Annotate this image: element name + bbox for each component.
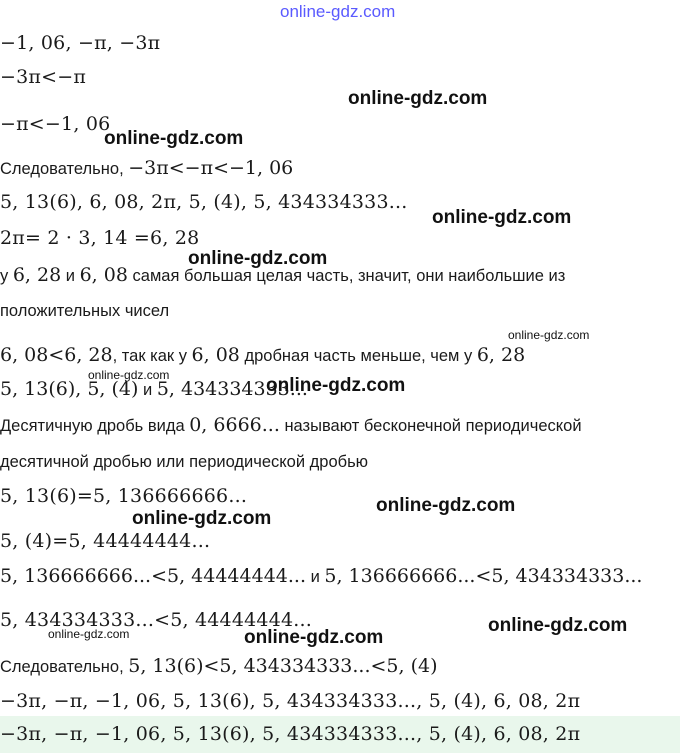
conclusion-math: −3π<−π<−1, 06 — [128, 157, 294, 179]
math-fragment: 6, 08<6, 28 — [0, 344, 113, 366]
ordered-list: −3π, −π, −1, 06, 5, 13(6), 5, 434334333..., 5, (4), 6, 08, 2π — [0, 690, 581, 712]
math-fragment: 6, 28 — [12, 264, 62, 286]
watermark: online-gdz.com — [376, 495, 516, 516]
comparison-1: −3π<−π — [0, 66, 87, 88]
explanation-line-2: положительных чисел — [0, 302, 170, 320]
math-fragment: 5, 13(6), 5, (4) — [0, 378, 139, 400]
conclusion-negatives — [0, 157, 293, 179]
expansion-1: 5, 13(6)=5, 136666666... — [0, 485, 248, 507]
watermark-top: online-gdz.com — [280, 2, 396, 21]
math-fragment: 5, 136666666...<5, 44444444... — [0, 565, 306, 587]
watermark: online-gdz.com — [266, 375, 406, 396]
math-fragment: 6, 08 — [191, 344, 240, 366]
watermark: online-gdz.com — [132, 508, 272, 529]
comparison-positives — [0, 344, 525, 366]
text-fragment: , так как у — [112, 347, 192, 365]
conclusion-math: 5, 13(6)<5, 434334333...<5, (4) — [128, 655, 438, 677]
conclusion-decimals — [0, 655, 438, 677]
conclusion-label: Следовательно, — [0, 658, 129, 676]
math-fragment: 6, 28 — [476, 344, 526, 366]
expansion-2: 5, (4)=5, 44444444... — [0, 530, 211, 552]
math-fragment: 0, 6666... — [189, 414, 280, 436]
watermark: online-gdz.com — [48, 627, 130, 641]
watermark: online-gdz.com — [188, 248, 328, 269]
watermark: online-gdz.com — [432, 207, 572, 228]
watermark: online-gdz.com — [348, 88, 488, 109]
positive-list: 5, 13(6), 6, 08, 2π, 5, (4), 5, 434334333... — [0, 191, 408, 213]
text-fragment: и — [306, 568, 325, 586]
math-fragment: 5, 136666666...<5, 434334333... — [324, 565, 643, 587]
text-fragment: называют бесконечной периодической — [279, 417, 582, 435]
math-fragment: 5, 434334333... — [156, 378, 308, 400]
final-answer: −3π, −π, −1, 06, 5, 13(6), 5, 434334333..., 5, (4), 6, 08, 2π — [0, 723, 581, 745]
comparison-decimals-2: 5, 434334333...<5, 44444444... — [0, 609, 312, 631]
watermark: online-gdz.com — [104, 128, 244, 149]
text-fragment: у — [0, 267, 13, 285]
definition-line-1 — [0, 414, 582, 436]
explanation-line-1 — [0, 264, 565, 286]
watermark: online-gdz.com — [508, 328, 590, 342]
watermark: online-gdz.com — [244, 627, 384, 648]
text-fragment: самая большая целая часть, значит, они наибольшие из — [127, 267, 566, 285]
text-fragment: и — [61, 267, 80, 285]
watermark: online-gdz.com — [88, 368, 170, 382]
remaining-numbers — [0, 378, 308, 400]
two-pi-value: 2π= 2 · 3, 14 =6, 28 — [0, 227, 200, 249]
text-fragment: и — [138, 381, 157, 399]
comparison-decimals — [0, 565, 642, 587]
watermark: online-gdz.com — [488, 615, 628, 636]
conclusion-label: Следовательно, — [0, 160, 129, 178]
math-fragment: 6, 08 — [79, 264, 128, 286]
comparison-2: −π<−1, 06 — [0, 113, 111, 135]
text-fragment: Десятичную дробь вида — [0, 417, 190, 435]
text-fragment: дробная часть меньше, чем у — [239, 347, 477, 365]
number-list: −1, 06, −π, −3π — [0, 32, 161, 54]
definition-line-2: десятичной дробью или периодической дробью — [0, 453, 369, 471]
